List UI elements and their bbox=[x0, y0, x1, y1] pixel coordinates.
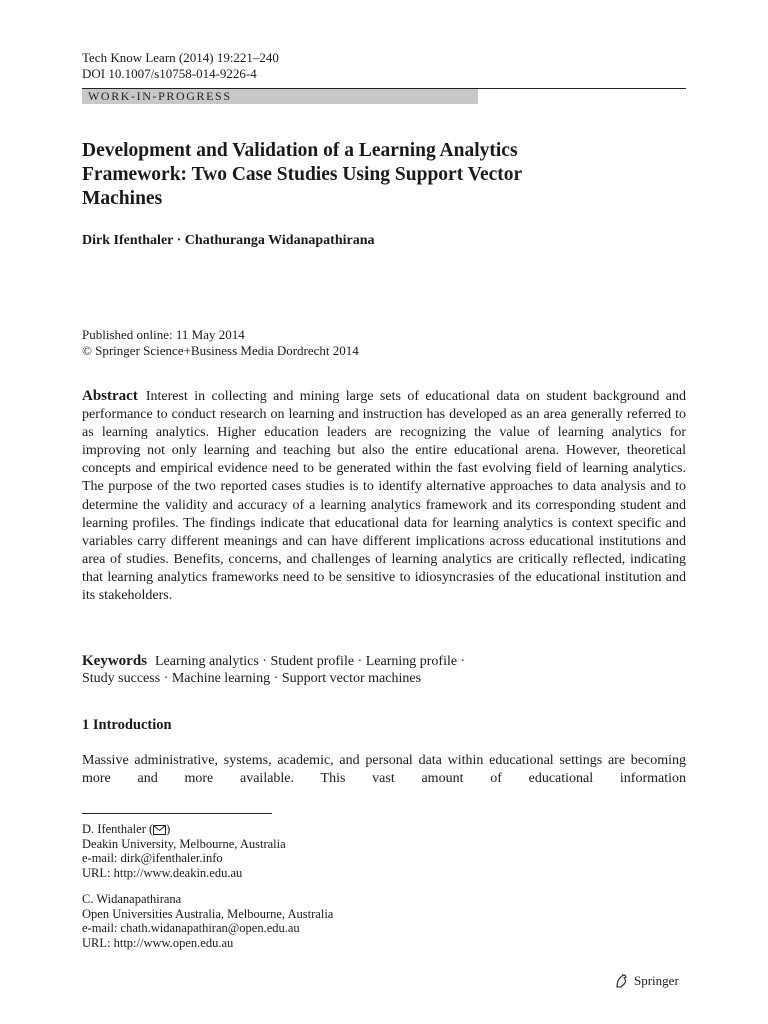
publisher-mark bbox=[614, 973, 679, 989]
author-list: Dirk Ifenthaler · Chathuranga Widanapathirana bbox=[82, 233, 375, 248]
footnote-email: e-mail: chath.widanapathiran@open.edu.au bbox=[82, 921, 300, 935]
footnote-name: D. Ifenthaler ( ) bbox=[82, 822, 171, 836]
keywords-line-2: Study success · Machine learning · Support vector machines bbox=[82, 671, 422, 686]
abstract-label: Abstract bbox=[82, 388, 138, 404]
footnote-affiliation: Deakin University, Melbourne, Australia bbox=[82, 836, 286, 851]
section-heading: 1 Introduction bbox=[82, 717, 172, 733]
springer-horse-logo bbox=[614, 973, 630, 989]
footnote-email: e-mail: dirk@ifenthaler.info bbox=[82, 851, 223, 865]
title-line: Machines bbox=[82, 188, 163, 209]
keywords-label: Keywords bbox=[82, 653, 147, 669]
article-type-banner bbox=[82, 89, 478, 104]
footnote-rule bbox=[82, 813, 272, 814]
abstract-text: Interest in collecting and mining large sets of educational data on student background and performance to conduct research on learning and instruction has developed as an area generally referred to as learning analytics. Higher education leaders are recognizing the value of learning analytics for improving not only learning and teaching but also the entire educational arena. However, theoretical concepts and empirical evidence need to be generated within the fast evolving field of learning analytics. The purpose of the two reported cases studies is to identify alternative approaches to data analysis and to determine the validity and accuracy of a learning analytics framework and its corresponding student and learning profiles. The findings indicate that educational data for learning analytics is context specific and variables carry different meanings and can have different implications across educational institutions and area of studies. Benefits, concerns, and challenges of learning analytics are critically reflected, indicating that learning analytics frameworks need to be sensitive to idiosyncrasies of the educational institution and its stakeholders. bbox=[82, 389, 686, 604]
section-body: Massive administrative, systems, academic, and personal data within educational settings are becoming more and more available. This vast amount of educational information bbox=[82, 753, 686, 787]
copyright: © Springer Science+Business Media Dordrecht 2014 bbox=[82, 343, 359, 358]
doi: DOI 10.1007/s10758-014-9226-4 bbox=[82, 66, 257, 81]
title-line: Development and Validation of a Learning Analytics bbox=[82, 140, 518, 161]
published-date: Published online: 11 May 2014 bbox=[82, 327, 245, 342]
paper-title bbox=[82, 139, 682, 211]
envelope-icon bbox=[153, 825, 166, 835]
journal-citation: Tech Know Learn (2014) 19:221–240 bbox=[82, 50, 279, 65]
footnote-affiliation: Open Universities Australia, Melbourne, Australia bbox=[82, 906, 334, 921]
footnote-url: URL: http://www.open.edu.au bbox=[82, 935, 234, 950]
footnote-name: C. Widanapathirana bbox=[82, 892, 182, 906]
footnote-author-1 bbox=[82, 822, 286, 880]
keywords bbox=[82, 652, 686, 671]
article-type-label: WORK-IN-PROGRESS bbox=[88, 89, 232, 103]
title-line: Framework: Two Case Studies Using Support Vector bbox=[82, 164, 523, 185]
keywords-line-1: Learning analytics · Student profile · Learning profile · bbox=[155, 654, 466, 669]
footnote-url: URL: http://www.deakin.edu.au bbox=[82, 865, 243, 880]
publisher-name: Springer bbox=[634, 973, 679, 988]
footnote-author-2 bbox=[82, 892, 333, 950]
abstract bbox=[82, 387, 686, 605]
